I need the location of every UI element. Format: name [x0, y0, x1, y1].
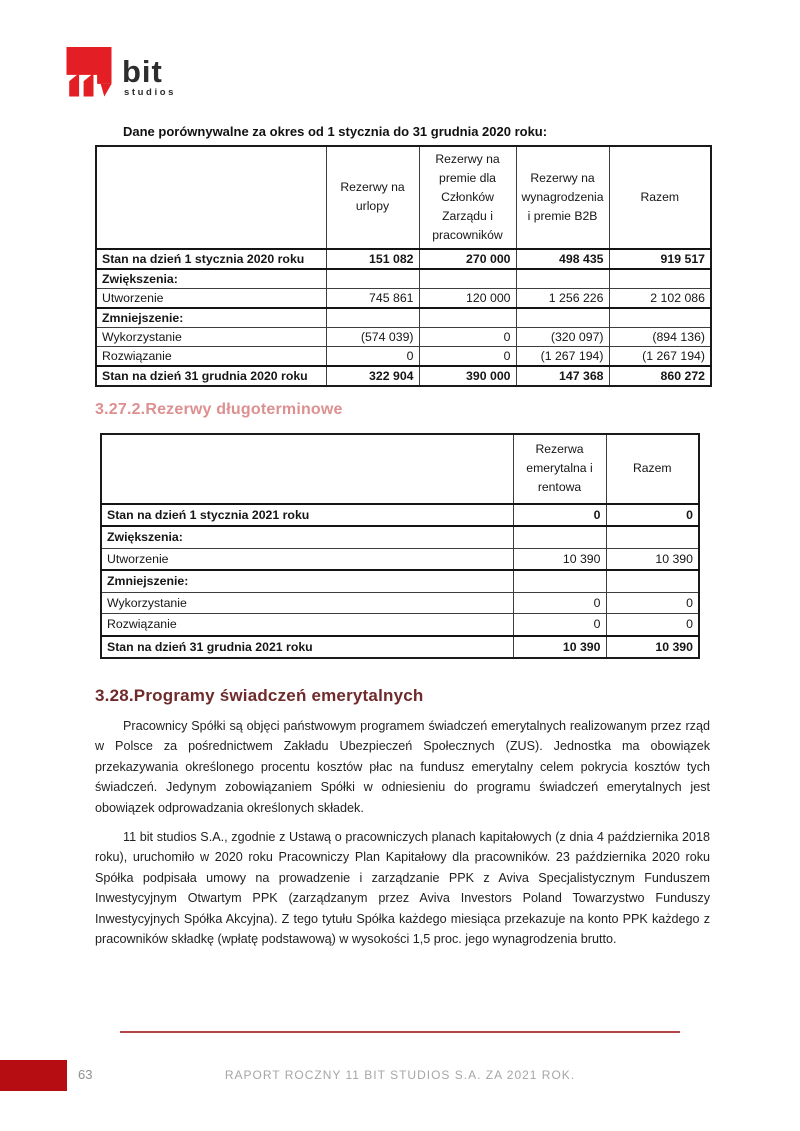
- table-row: [101, 526, 699, 548]
- cell-value: [326, 308, 419, 328]
- table-row: [96, 327, 711, 346]
- section-heading-3-27-2: 3.27.2.Rezerwy długoterminowe: [95, 400, 343, 418]
- cell-value: 0: [419, 346, 516, 366]
- table-row: [101, 592, 699, 614]
- footer-rule: [120, 1031, 680, 1033]
- table-row: [101, 570, 699, 592]
- cell-value: 270 000: [419, 249, 516, 269]
- row-label: Zwiększenia:: [96, 269, 326, 289]
- row-label: Wykorzystanie: [96, 327, 326, 346]
- row-label: Zmniejszenie:: [96, 308, 326, 328]
- cell-value: (1 267 194): [516, 346, 609, 366]
- cell-value: [606, 526, 699, 548]
- paragraph-zus: Pracownicy Spółki są objęci państwowym programem świadczeń emerytalnych realizowanym przez rząd w Polsce za pośrednictwem Zakładu Ubezpieczeń Społecznych (ZUS). Jednostka ma obowiązek przekazywania określonego procentu kosztów płac na fundusz emerytalny celem pokrycia kosztów tych świadczeń. Jedynym zobowiązaniem Spółki w odniesieniu do programu świadczeń emerytalnych jest obowiązek odprowadzania określonych składek.: [95, 719, 710, 815]
- cell-value: 147 368: [516, 366, 609, 386]
- cell-value: [609, 308, 711, 328]
- row-label: Stan na dzień 1 stycznia 2020 roku: [96, 249, 326, 269]
- cell-value: 1 256 226: [516, 288, 609, 308]
- table-header-row: [96, 146, 711, 249]
- row-label: Utworzenie: [96, 288, 326, 308]
- comparable-data-heading: Dane porównywalne za okres od 1 stycznia do 31 grudnia 2020 roku:: [123, 124, 548, 139]
- cell-value: [513, 526, 606, 548]
- cell-value: [516, 269, 609, 289]
- row-label: Stan na dzień 31 grudnia 2020 roku: [96, 366, 326, 386]
- cell-value: 745 861: [326, 288, 419, 308]
- cell-value: (574 039): [326, 327, 419, 346]
- cell-value: 0: [419, 327, 516, 346]
- 11bit-logo-mark-icon: [62, 44, 116, 104]
- logo-sub-text: studios: [124, 87, 176, 98]
- cell-value: 860 272: [609, 366, 711, 386]
- table-header-cell: [96, 146, 326, 249]
- footer-report-title: RAPORT ROCZNY 11 BIT STUDIOS S.A. ZA 2021 ROK.: [224, 1068, 576, 1082]
- cell-value: 498 435: [516, 249, 609, 269]
- table-row: [96, 288, 711, 308]
- provisions-2021-table: [100, 433, 700, 660]
- cell-value: (894 136): [609, 327, 711, 346]
- cell-value: 0: [513, 504, 606, 527]
- row-label: Stan na dzień 31 grudnia 2021 roku: [101, 636, 513, 659]
- row-label: Wykorzystanie: [101, 592, 513, 614]
- cell-value: [606, 570, 699, 592]
- paragraph-ppk: 11 bit studios S.A., zgodnie z Ustawą o pracowniczych planach kapitałowych (z dnia 4 października 2018 roku), uruchomiło w 2020 roku Pracowniczy Plan Kapitałowy dla pracowników. 23 października 2020 roku Spółka podpisała umowy na prowadzenie i zarządzanie PPK z Aviva Specjalistycznym Funduszem Inwestycyjnym Otwartym PPK (zarządzanym przez Aviva Investors Poland Towarzystwo Funduszy Inwestycyjnych Spółka Akcyjna). Z tego tytułu Spółka każdego miesiąca przekazuje na konto PPK każdego z pracowników składkę (wpłatę podstawową) w wysokości 1,5 proc. jego wynagrodzenia brutto.: [95, 829, 710, 946]
- row-label: Rozwiązanie: [96, 346, 326, 366]
- cell-value: (1 267 194): [609, 346, 711, 366]
- row-label: Stan na dzień 1 stycznia 2021 roku: [101, 504, 513, 527]
- table-row: [96, 269, 711, 289]
- table-header-cell: Razem: [606, 434, 699, 504]
- cell-value: [513, 570, 606, 592]
- cell-value: 0: [513, 614, 606, 636]
- section-heading-3-28: 3.28.Programy świadczeń emerytalnych: [95, 686, 424, 706]
- cell-value: 151 082: [326, 249, 419, 269]
- cell-value: [609, 269, 711, 289]
- cell-value: [326, 269, 419, 289]
- cell-value: 2 102 086: [609, 288, 711, 308]
- cell-value: 0: [606, 592, 699, 614]
- table-header-row: [101, 434, 699, 504]
- cell-value: 322 904: [326, 366, 419, 386]
- table-header-cell: Rezerwy na urlopy: [326, 146, 419, 249]
- cell-value: 10 390: [606, 548, 699, 570]
- cell-value: 10 390: [513, 636, 606, 659]
- table-row: [101, 548, 699, 570]
- logo: [62, 44, 176, 104]
- page-number: 63: [78, 1067, 93, 1082]
- cell-value: 0: [513, 592, 606, 614]
- cell-value: 0: [606, 614, 699, 636]
- cell-value: 120 000: [419, 288, 516, 308]
- cell-value: [419, 308, 516, 328]
- cell-value: [419, 269, 516, 289]
- table-row: [96, 249, 711, 269]
- page-content: [95, 124, 710, 949]
- table-header-cell: Razem: [609, 146, 711, 249]
- row-label: Zmniejszenie:: [101, 570, 513, 592]
- logo-wordmark: [122, 56, 176, 98]
- table-header-cell: Rezerwy na premie dla Członków Zarządu i pracowników: [419, 146, 516, 249]
- cell-value: 0: [606, 504, 699, 527]
- table-header-cell: Rezerwy na wynagrodzenia i premie B2B: [516, 146, 609, 249]
- cell-value: 0: [326, 346, 419, 366]
- table-header-cell: Rezerwa emerytalna i rentowa: [513, 434, 606, 504]
- row-label: Zwiększenia:: [101, 526, 513, 548]
- cell-value: 919 517: [609, 249, 711, 269]
- table-row: [96, 346, 711, 366]
- cell-value: 10 390: [513, 548, 606, 570]
- cell-value: 390 000: [419, 366, 516, 386]
- cell-value: (320 097): [516, 327, 609, 346]
- provisions-2020-table: [95, 145, 712, 387]
- table-row: [96, 308, 711, 328]
- table-row: [101, 504, 699, 527]
- table-header-cell: [101, 434, 513, 504]
- table-row: [96, 366, 711, 386]
- row-label: Utworzenie: [101, 548, 513, 570]
- table-row: [101, 636, 699, 659]
- cell-value: 10 390: [606, 636, 699, 659]
- logo-brand-text: bit: [122, 54, 163, 89]
- cell-value: [516, 308, 609, 328]
- table-row: [101, 614, 699, 636]
- row-label: Rozwiązanie: [101, 614, 513, 636]
